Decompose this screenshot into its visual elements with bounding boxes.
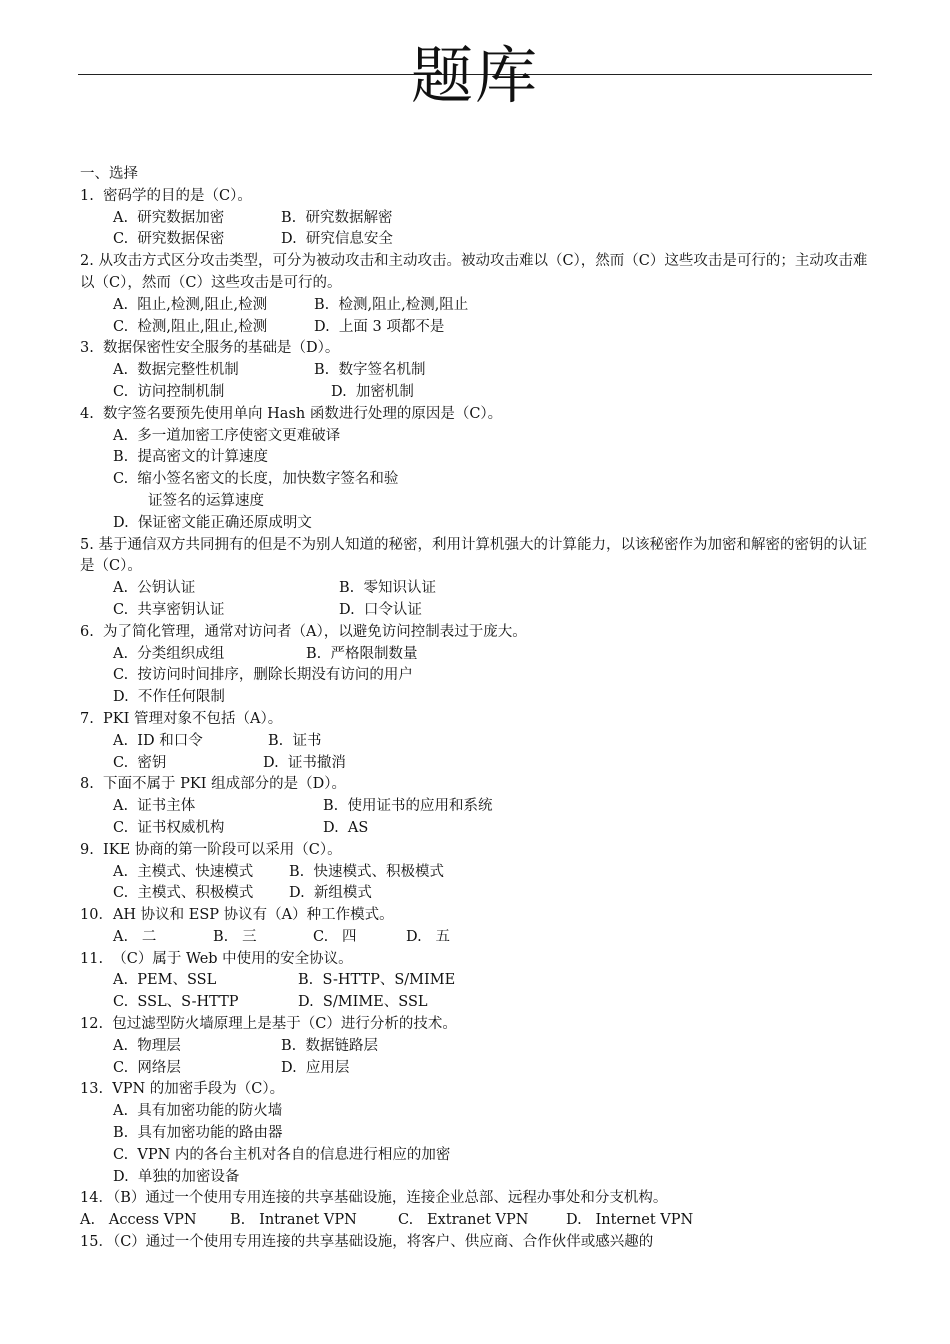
option: D. 加密机制 xyxy=(331,383,414,400)
options-row xyxy=(80,883,875,905)
options-row xyxy=(80,992,875,1014)
question-15: 15．（C）通过一个使用专用连接的共享基础设施，将客户、供应商、合作伙伴或感兴趣的 xyxy=(80,1234,654,1251)
option: A. PEM、SSL xyxy=(113,972,217,989)
option: D. S/MIME、SSL xyxy=(298,994,428,1011)
option: A. 具有加密功能的防火墙 xyxy=(113,1103,283,1120)
option: B. Intranet VPN xyxy=(230,1212,357,1229)
question-3: 3. 数据保密性安全服务的基础是（D）。 xyxy=(80,340,340,357)
option: B. 数字签名机制 xyxy=(314,362,426,379)
option: C. 访问控制机制 xyxy=(113,383,225,400)
options-row xyxy=(80,862,875,884)
option: D. 单独的加密设备 xyxy=(113,1168,240,1185)
option: D. 证书撤消 xyxy=(263,754,346,771)
options-row xyxy=(80,644,875,666)
option: D. 应用层 xyxy=(281,1059,350,1076)
option: B. 三 xyxy=(213,928,257,945)
options-row xyxy=(80,970,875,992)
options-row xyxy=(80,600,875,622)
page-title: 题库 xyxy=(410,39,539,112)
options-row xyxy=(80,927,875,949)
option: B. 提高密文的计算速度 xyxy=(113,449,268,466)
option: D. 五 xyxy=(406,928,451,945)
option: C. 密钥 xyxy=(113,754,167,771)
options-row xyxy=(80,360,875,382)
option: B. 具有加密功能的路由器 xyxy=(113,1125,283,1142)
question-7: 7. PKI 管理对象不包括（A）。 xyxy=(80,710,283,727)
option: C. 网络层 xyxy=(113,1059,181,1076)
question-6: 6. 为了简化管理，通常对访问者（A），以避免访问控制表过于庞大。 xyxy=(80,623,527,640)
options-row xyxy=(80,731,875,753)
option: A. 多一道加密工序使密文更难破译 xyxy=(113,427,341,444)
question-14: 14．（B）通过一个使用专用连接的共享基础设施，连接企业总部、远程办事处和分支机构。 xyxy=(80,1190,668,1207)
option: A. 阻止,检测,阻止,检测 xyxy=(113,296,268,313)
option: D. 口令认证 xyxy=(339,601,422,618)
option: C. SSL、S-HTTP xyxy=(113,994,239,1011)
option: A. 证书主体 xyxy=(113,798,196,815)
options-row xyxy=(80,578,875,600)
options-row xyxy=(80,753,875,775)
option: C. 证书权威机构 xyxy=(113,819,225,836)
option: B. 严格限制数量 xyxy=(306,645,418,662)
option: D. Internet VPN xyxy=(566,1212,694,1229)
options-row xyxy=(80,818,875,840)
option: D. 新组模式 xyxy=(289,885,372,902)
option: B. 研究数据解密 xyxy=(281,209,393,226)
options-row xyxy=(80,1210,875,1232)
option: B. 数据链路层 xyxy=(281,1037,378,1054)
option: A. ID 和口令 xyxy=(113,732,203,749)
option: B. 快速模式、积极模式 xyxy=(289,863,444,880)
question-8: 8. 下面不属于 PKI 组成部分的是（D）。 xyxy=(80,776,346,793)
options-row xyxy=(80,295,875,317)
option: A. 主模式、快速模式 xyxy=(113,863,254,880)
question-1: 1. 密码学的目的是（C）。 xyxy=(80,187,252,204)
options-row xyxy=(80,1058,875,1080)
option: A. 研究数据加密 xyxy=(113,209,225,226)
option: C. 研究数据保密 xyxy=(113,231,225,248)
option: C. VPN 内的各台主机对各自的信息进行相应的加密 xyxy=(113,1146,451,1163)
option: C. 按访问时间排序，删除长期没有访问的用户 xyxy=(113,667,413,684)
question-4: 4. 数字签名要预先使用单向 Hash 函数进行处理的原因是（C）。 xyxy=(80,405,503,422)
option: A. Access VPN xyxy=(80,1212,197,1229)
option: C. 检测,阻止,阻止,检测 xyxy=(113,318,268,335)
options-row xyxy=(80,208,875,230)
option: A. 分类组织成组 xyxy=(113,645,225,662)
question-9: 9. IKE 协商的第一阶段可以采用（C）。 xyxy=(80,841,342,858)
option: D. 研究信息安全 xyxy=(281,231,393,248)
option: C. 共享密钥认证 xyxy=(113,601,225,618)
option: A. 数据完整性机制 xyxy=(113,362,239,379)
section-heading: 一、选择 xyxy=(80,166,138,182)
options-row xyxy=(80,317,875,339)
option: D. AS xyxy=(323,819,369,836)
option: B. S-HTTP、S/MIME xyxy=(298,972,456,989)
question-13: 13. VPN 的加密手段为（C）。 xyxy=(80,1081,285,1098)
option: B. 检测,阻止,检测,阻止 xyxy=(314,296,469,313)
option: A. 公钥认证 xyxy=(113,580,196,597)
options-row xyxy=(80,796,875,818)
question-list xyxy=(80,164,875,1254)
option: C. 四 xyxy=(313,928,357,945)
question-5: 5. 基于通信双方共同拥有的但是不为别人知道的秘密，利用计算机强大的计算能力，以该秘密作为加密和解密的密钥的认证是（C）。 xyxy=(80,536,867,575)
option: C. Extranet VPN xyxy=(398,1212,529,1229)
question-2: 2. 从攻击方式区分攻击类型，可分为被动攻击和主动攻击。被动攻击难以（C），然而（C）这些攻击是可行的；主动攻击难以（C），然而（C）这些攻击是可行的。 xyxy=(80,253,868,291)
option: D. 上面 3 项都不是 xyxy=(314,318,445,335)
option: B. 证书 xyxy=(268,732,322,749)
options-row xyxy=(80,1036,875,1058)
options-row xyxy=(80,229,875,251)
option: D. 不作任何限制 xyxy=(113,689,225,706)
option: C. 主模式、积极模式 xyxy=(113,885,254,902)
option-continuation: 证签名的运算速度 xyxy=(148,492,264,509)
option: A. 物理层 xyxy=(113,1037,181,1054)
option: B. 零知识认证 xyxy=(339,580,436,597)
options-row xyxy=(80,382,875,404)
option: A. 二 xyxy=(113,928,157,945)
question-10: 10．AH 协议和 ESP 协议有（A）种工作模式。 xyxy=(80,907,394,924)
option: C. 缩小签名密文的长度，加快数字签名和验 xyxy=(113,471,399,488)
question-12: 12. 包过滤型防火墙原理上是基于（C）进行分析的技术。 xyxy=(80,1016,457,1033)
question-11: 11. （C）属于 Web 中使用的安全协议。 xyxy=(80,950,353,967)
option: B. 使用证书的应用和系统 xyxy=(323,798,493,815)
option: D. 保证密文能正确还原成明文 xyxy=(113,514,312,531)
